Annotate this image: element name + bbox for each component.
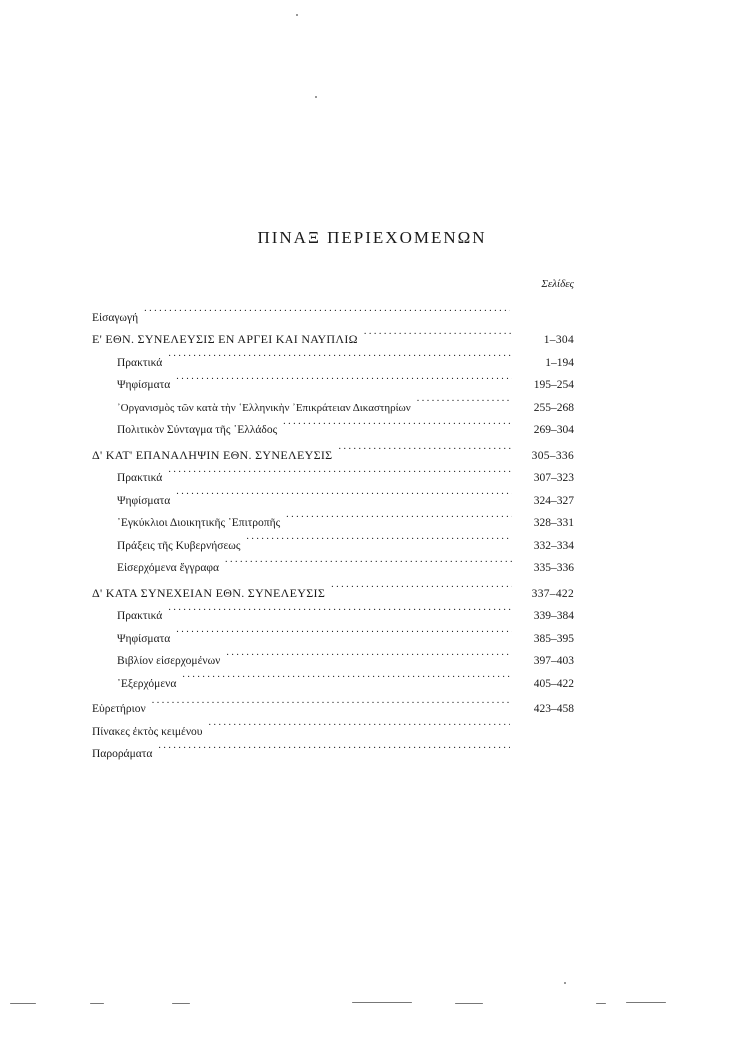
scan-speck — [626, 1002, 666, 1003]
toc-entry-label: Εὑρετήριον — [92, 703, 146, 715]
toc-entry-label: Πολιτικὸν Σύνταγμα τῆς ῾Ελλάδος — [117, 424, 278, 436]
toc-entry-plates — [92, 712, 574, 738]
dot-leader — [176, 366, 512, 389]
toc-entry-label: Ψηφίσματα — [117, 494, 171, 507]
scan-speck — [315, 96, 317, 98]
toc-entry-index — [92, 690, 574, 713]
toc-entry-label: Δ' ΚΑΤΑ ΣΥΝΕΧΕΙΑΝ ΕΘΝ. ΣΥΝΕΛΕΥΣΙΣ — [92, 585, 326, 600]
scan-speck — [352, 1002, 412, 1003]
toc-entry-introduction — [92, 298, 574, 324]
scan-speck — [596, 1003, 606, 1004]
toc-entry-label: Πρακτικά — [117, 472, 163, 484]
toc-entry-label: Πρακτικά — [117, 356, 163, 369]
toc-entry — [92, 366, 574, 389]
dot-leader — [364, 321, 512, 344]
toc-entry-pages: 385–395 — [533, 632, 574, 645]
toc-entry-label: Πρακτικά — [117, 610, 163, 622]
dot-leader — [176, 481, 512, 504]
toc-entry-label: ᾿Εξερχόμενα — [117, 677, 177, 690]
toc-entry-pages: 1–304 — [543, 334, 574, 346]
dot-leader — [226, 642, 512, 665]
toc-entry-label: Ε' ΕΘΝ. ΣΥΝΕΛΕΥΣΙΣ ΕΝ ΑΡΓΕΙ ΚΑΙ ΝΑΥΠΛΙΩ — [92, 332, 358, 346]
toc-entry-pages: 1–194 — [545, 356, 574, 369]
scan-speck — [455, 1003, 483, 1004]
toc-entry-pages: 307–323 — [533, 472, 574, 484]
pages-column-header: Σελίδες — [541, 278, 574, 290]
toc-entry-label: Πράξεις τῆς Κυβερνήσεως — [117, 539, 241, 552]
dot-leader — [338, 436, 512, 459]
toc-entry-label: Βιβλίον εἰσερχομένων — [117, 655, 221, 667]
scan-speck — [296, 14, 298, 16]
toc-entry-label: Παροράματα — [92, 748, 153, 760]
toc-entry-pages: 337–422 — [531, 587, 574, 600]
dot-leader — [168, 343, 512, 366]
toc-entry-pages: 397–403 — [533, 655, 574, 667]
toc-entry-label: ᾿Εγκύκλιοι Διοικητικῆς ᾿Επιτροπῆς — [117, 517, 281, 529]
toc-entry-pages: 195–254 — [533, 379, 574, 391]
dot-leader — [417, 388, 512, 411]
toc-entry-pages: 339–384 — [533, 610, 574, 622]
toc-entry — [92, 619, 574, 645]
page-title: ΠΙΝΑΞ ΠΕΡΙΕΧΟΜΕΝΩΝ — [257, 228, 487, 247]
toc-entry-label: Ψηφίσματα — [117, 632, 171, 645]
toc-entry-pages: 423–458 — [533, 703, 574, 715]
scan-speck — [10, 1003, 36, 1004]
dot-leader — [158, 735, 510, 758]
toc-entry-label: Πίνακες ἐκτὸς κειμένου — [92, 725, 203, 738]
toc-entry-pages: 332–334 — [533, 539, 574, 552]
dot-leader — [225, 549, 512, 572]
toc-entry-label: Δ' ΚΑΤ' ΕΠΑΝΑΛΗΨΙΝ ΕΘΝ. ΣΥΝΕΛΕΥΣΙΣ — [92, 447, 333, 462]
toc-entry-pages: 324–327 — [533, 494, 574, 507]
toc-entry-pages: 305–336 — [531, 449, 574, 462]
toc-entry-pages: 328–331 — [533, 517, 574, 529]
dot-leader — [168, 459, 512, 482]
toc-entry-pages: 269–304 — [533, 424, 574, 436]
dot-leader — [152, 690, 512, 713]
toc-entry-label: Εἰσερχόμενα ἔγγραφα — [117, 562, 220, 574]
toc-entry-pages: 255–268 — [533, 401, 574, 414]
dot-leader — [246, 526, 512, 549]
scan-speck — [172, 1003, 190, 1004]
dot-leader — [283, 411, 512, 434]
dot-leader — [144, 298, 510, 321]
dot-leader — [331, 574, 512, 597]
toc-entry-pages: 335–336 — [533, 562, 574, 574]
dot-leader — [168, 597, 512, 620]
dot-leader — [208, 712, 510, 735]
toc-entry-errata — [92, 735, 574, 758]
toc-entry-pages: 405–422 — [533, 677, 574, 690]
dot-leader — [286, 504, 512, 527]
scan-speck — [564, 982, 566, 984]
table-of-contents — [92, 298, 574, 760]
dot-leader — [176, 619, 512, 642]
toc-entry-label: ᾿Οργανισμὸς τῶν κατὰ τὴν ῾Ελληνικὴν ᾿Επικράτειαν Δικαστηρίων — [117, 401, 411, 414]
scan-speck — [90, 1003, 104, 1004]
toc-entry — [92, 481, 574, 507]
dot-leader — [182, 664, 512, 687]
toc-section-assembly-5 — [92, 321, 574, 344]
toc-entry-label: Εἰσαγωγή — [92, 311, 139, 324]
toc-entry-label: Ψηφίσματα — [117, 379, 171, 391]
